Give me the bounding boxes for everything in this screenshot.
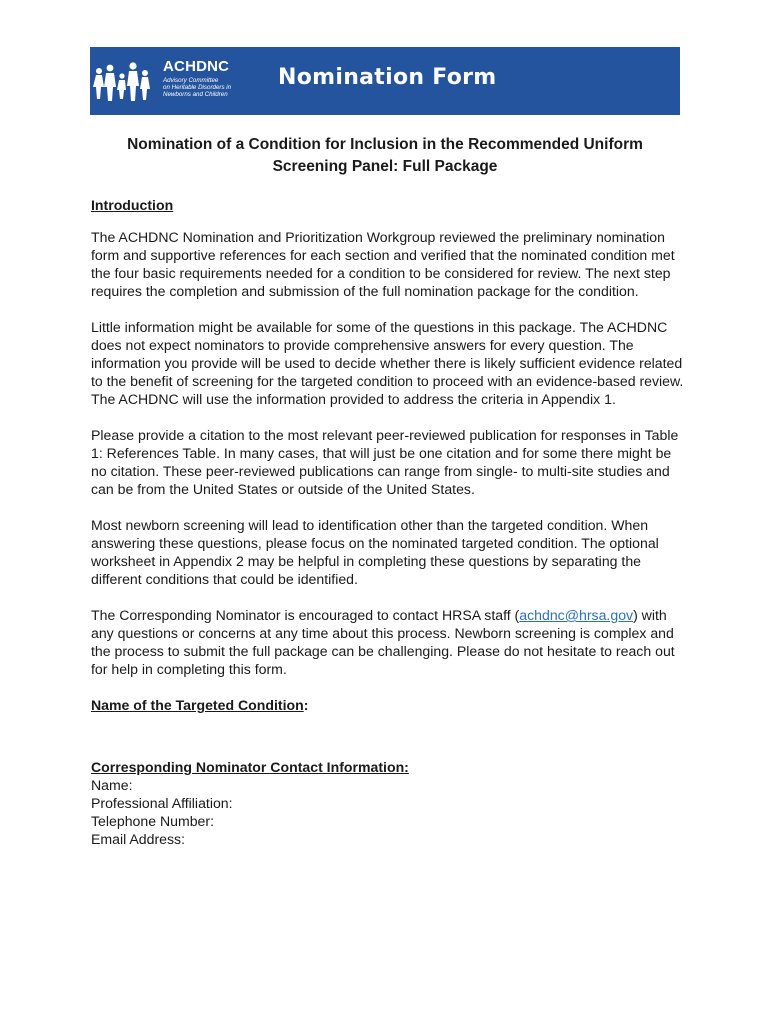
contact-info-heading: Corresponding Nominator Contact Information: [91, 759, 409, 775]
logo-subtitle-line: Newborns and Children [163, 91, 228, 98]
logo-acronym: ACHDNC [163, 58, 230, 75]
logo-subtitle-line: Advisory Committee [163, 77, 219, 84]
intro-paragraph-4: Most newborn screening will lead to identification other than the targeted condition. When answering these questions, please focus on the nominated targeted condition. The optional worksheet in Appendix 2 may be helpful in completing these questions by separating the different conditions that could be identified. [91, 517, 659, 587]
logo-subtitle-line: on Heritable Disorders in [163, 84, 232, 91]
intro-paragraph-5 [91, 606, 685, 678]
targeted-condition-label: Name of the Targeted Condition [91, 697, 304, 713]
introduction-heading: Introduction [91, 197, 174, 213]
targeted-condition-heading [91, 696, 685, 714]
achdnc-logo-figures-icon [93, 59, 155, 103]
contact-email-field: Email Address: [91, 831, 185, 847]
logo-subtitle [163, 77, 258, 98]
intro-paragraph-1: The ACHDNC Nomination and Prioritization Workgroup reviewed the preliminary nomination form and supportive references for each section and verified that the nominated condition met the four basic requirements needed for a condition to be considered for review. The next step requires the completion and submission of the full nomination package for the condition. [91, 229, 675, 299]
document-title-line: Screening Panel: Full Package [272, 158, 498, 175]
header-banner [90, 47, 680, 115]
form-title: Nomination Form [278, 65, 497, 90]
intro-paragraph-3: Please provide a citation to the most relevant peer-reviewed publication for responses in Table 1: References Table. In many cases, that will just be one citation and for some there might be no citation. These peer-reviewed publications can range from single- to multi-site studies and can be from the United States or outside of the United States. [91, 427, 679, 497]
contact-telephone-field: Telephone Number: [91, 813, 215, 829]
document-title [88, 134, 682, 178]
document-body [91, 196, 685, 848]
contact-affiliation-field: Professional Affiliation: [91, 795, 233, 811]
paragraph-text: ) with any questions or concerns at any time about this process. Newborn screening is complex and the process to submit the full package can be challenging. Please do not hesitate to reach out for help in completing this form. [91, 607, 675, 677]
paragraph-text: The Corresponding Nominator is encouraged to contact HRSA staff ( [91, 607, 520, 623]
hrsa-email-link[interactable]: achdnc@hrsa.gov [519, 607, 634, 623]
intro-paragraph-2: Little information might be available for some of the questions in this package. The ACHDNC does not expect nominators to provide comprehensive answers for every question. The information you provide will be used to decide whether there is likely sufficient evidence related to the benefit of screening for the targeted condition to proceed with an evidence-based review. The ACHDNC will use the information provided to address the criteria in Appendix 1. [91, 319, 684, 407]
document-title-line: Nomination of a Condition for Inclusion in the Recommended Uniform [127, 136, 643, 153]
achdnc-logo [163, 59, 258, 98]
targeted-condition-colon: : [303, 697, 309, 713]
contact-name-field: Name: [91, 777, 133, 793]
